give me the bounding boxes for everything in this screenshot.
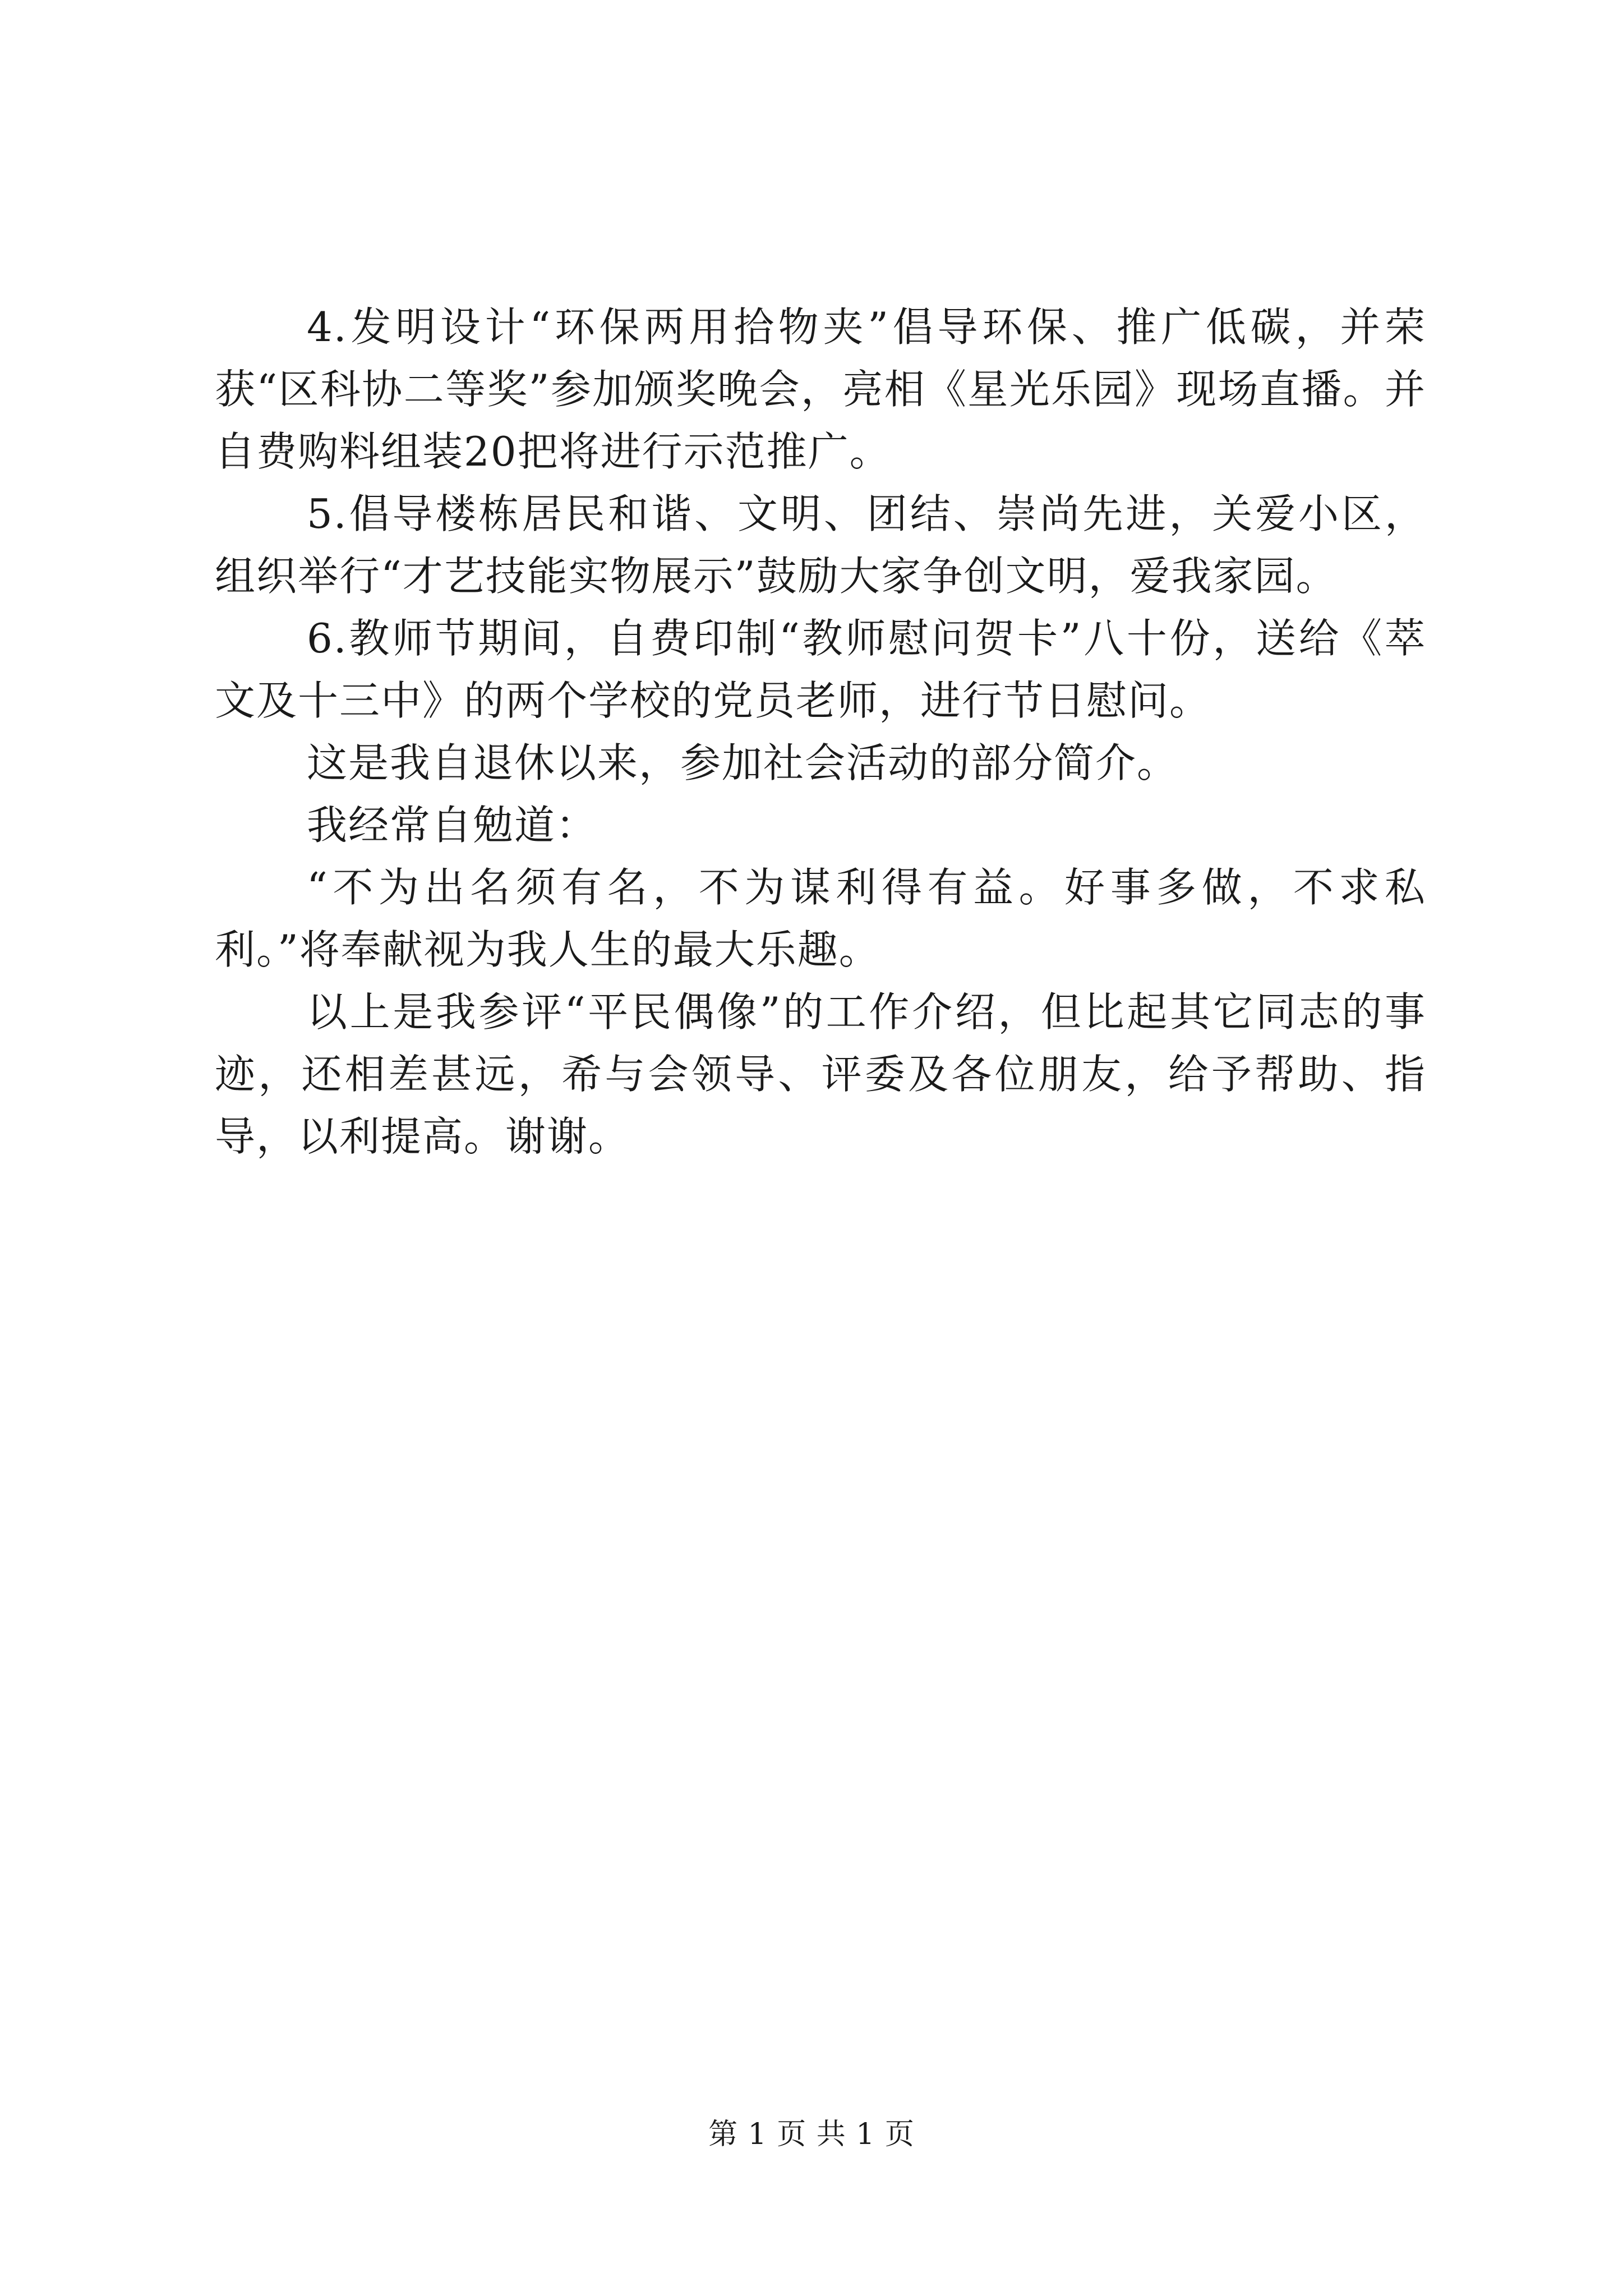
paragraph-summary: 这是我自退休以来，参加社会活动的部分简介。 <box>307 739 1179 786</box>
paragraph-motto-intro: 我经常自勉道： <box>307 802 598 849</box>
paragraph-item-5: 5.倡导楼栋居民和谐、文明、团结、崇尚先进，关爱小区，组织举行“才艺技能实物展示”鼓励大家争创文明，爱我家园。 <box>215 490 1426 600</box>
paragraph-closing: 以上是我参评“平民偶像”的工作介绍，但比起其它同志的事迹，还相差甚远，希与会领导、评委及各位朋友，给予帮助、指导，以利提高。谢谢。 <box>215 988 1426 1160</box>
page-number-footer: 第 1 页 共 1 页 <box>708 2118 915 2151</box>
document-body <box>215 296 1426 1168</box>
paragraph-motto: “不为出名须有名，不为谋利得有益。好事多做，不求私利。”将奉献视为我人生的最大乐趣。 <box>215 864 1426 973</box>
paragraph-item-4: 4.发明设计“环保两用拾物夹”倡导环保、推广低碳，并荣获“区科协二等奖”参加颁奖晚会，亮相《星光乐园》现场直播。并自费购料组装20把将进行示范推广。 <box>215 303 1426 475</box>
paragraph-item-6: 6.教师节期间，自费印制“教师慰问贺卡”八十份，送给《萃文及十三中》的两个学校的党员老师，进行节日慰问。 <box>215 615 1426 724</box>
